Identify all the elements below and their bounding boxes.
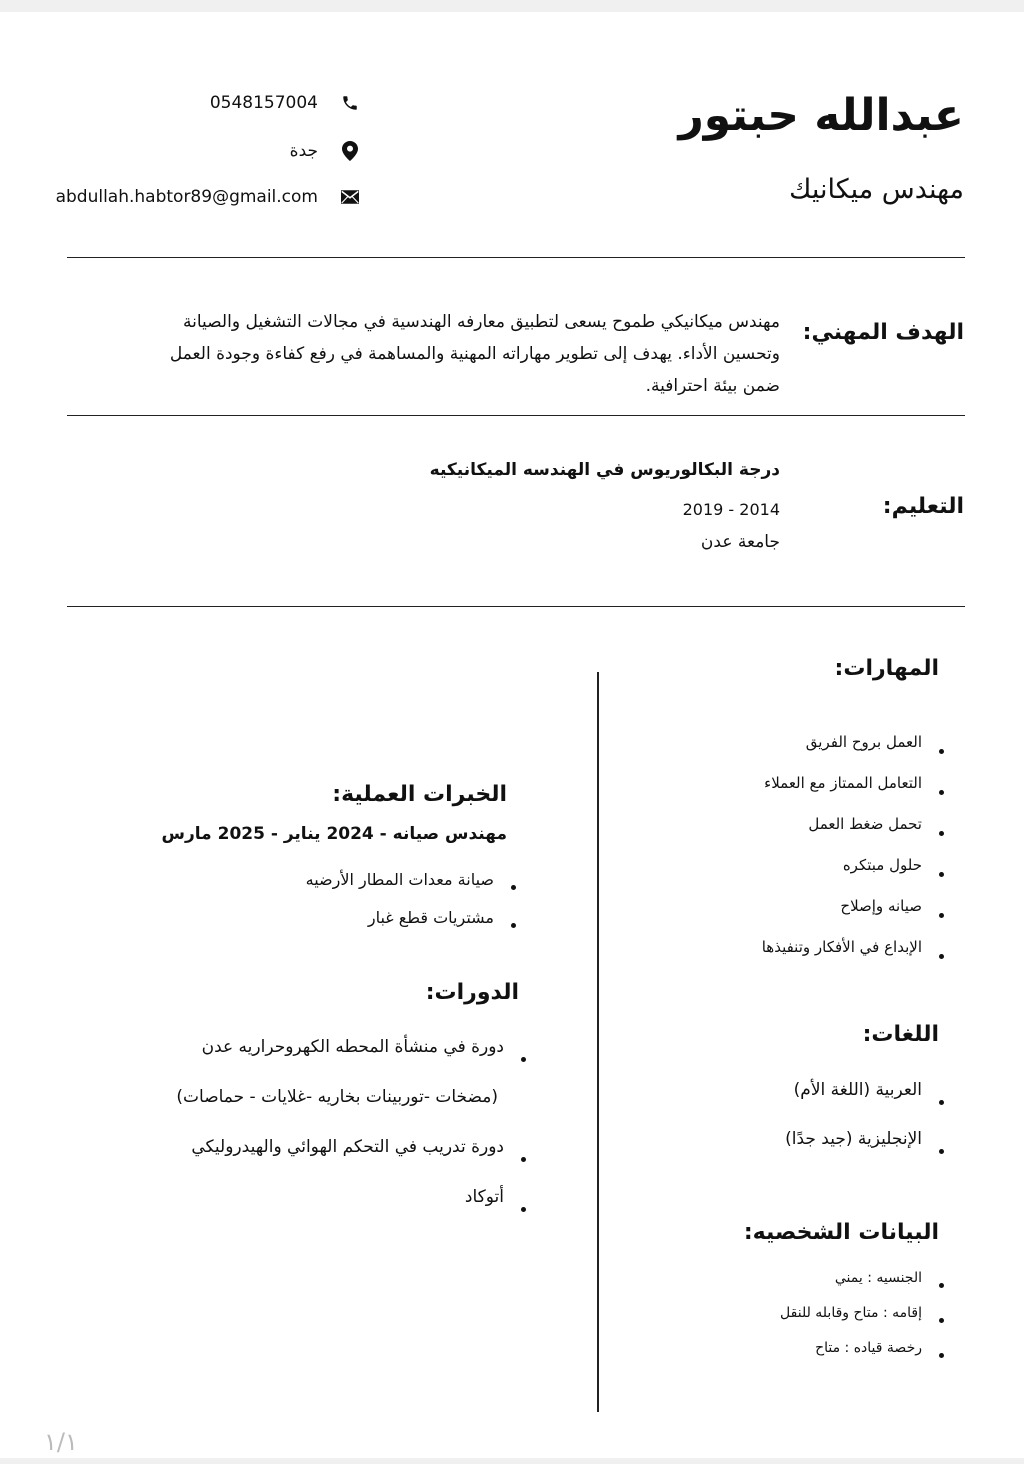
- list-item: (مضخات -توربينات بخاريه -غلايات - حماصات): [176, 1087, 498, 1107]
- contact-email: [56, 186, 360, 208]
- location-pin-icon: [340, 140, 360, 162]
- list-item: مشتريات قطع غبار: [306, 906, 494, 944]
- courses-list: [176, 1034, 504, 1234]
- objective-text: مهندس ميكانيكي طموح يسعى لتطبيق معارفه الهندسية في مجالات التشغيل والصيانة وتحسين الأداء. يهدف إلى تطوير مهاراته المهنية والمساهمة في رفع كفاءة وجودة العمل ضمن بيئة احترافية.: [169, 312, 780, 396]
- candidate-name: عبدالله حبتور: [678, 90, 964, 141]
- experience-list: [306, 868, 494, 944]
- divider: [67, 415, 965, 416]
- contact-city: [290, 140, 360, 162]
- experience-position: مهندس صيانه - 2024 يناير - 2025 مارس: [161, 824, 507, 844]
- list-item: العربية (اللغة الأم): [785, 1077, 922, 1126]
- list-item: حلول مبتكره: [762, 853, 922, 894]
- education-degree: درجة البكالوريوس في الهندسه الميكانيكيه: [429, 460, 780, 480]
- list-item: الإنجليزية (جيد جدًا): [785, 1126, 922, 1175]
- skills-title: المهارات:: [834, 656, 939, 681]
- list-item: دورة تدريب في التحكم الهوائي والهيدروليكي: [176, 1134, 504, 1184]
- list-item: صيانة معدات المطار الأرضيه: [306, 868, 494, 906]
- email-address: abdullah.habtor89@gmail.com: [55, 187, 318, 207]
- phone-icon: [340, 92, 360, 114]
- list-item: الجنسيه : يمني: [780, 1267, 922, 1302]
- city: جدة: [289, 141, 318, 161]
- list-item: الإبداع في الأفكار وتنفيذها: [762, 935, 922, 976]
- page-number: ١/١: [44, 1428, 78, 1456]
- languages-title: اللغات:: [862, 1022, 939, 1047]
- list-item: تحمل ضغط العمل: [762, 812, 922, 853]
- experience-title: الخبرات العملية:: [332, 782, 507, 807]
- education-university: جامعة عدن: [700, 532, 780, 552]
- list-item: صيانه وإصلاح: [762, 894, 922, 935]
- list-item: العمل بروح الفريق: [762, 730, 922, 771]
- list-item: رخصة قياده : متاح: [780, 1337, 922, 1372]
- job-title: مهندس ميكانيك: [789, 174, 964, 205]
- envelope-icon: [340, 186, 360, 208]
- skills-list: [762, 730, 922, 976]
- list-item: التعامل الممتاز مع العملاء: [762, 771, 922, 812]
- education-title: التعليم:: [882, 494, 964, 519]
- objective-title: الهدف المهني:: [802, 320, 964, 345]
- divider: [67, 606, 965, 607]
- personal-title: البيانات الشخصيه:: [743, 1220, 939, 1245]
- list-item: دورة في منشأة المحطه الكهروحراريه عدن: [176, 1034, 504, 1084]
- column-divider: [597, 672, 599, 1412]
- contact-phone: [210, 92, 360, 114]
- personal-list: [780, 1267, 922, 1372]
- education-years: 2019 - 2014: [682, 500, 780, 519]
- list-item: إقامه : متاح وقابله للنقل: [780, 1302, 922, 1337]
- phone-number: 0548157004: [209, 93, 318, 113]
- list-item: أتوكاد: [176, 1184, 504, 1234]
- resume-page: [0, 12, 1024, 1458]
- divider: [67, 257, 965, 258]
- courses-title: الدورات:: [425, 980, 519, 1005]
- languages-list: [785, 1077, 922, 1175]
